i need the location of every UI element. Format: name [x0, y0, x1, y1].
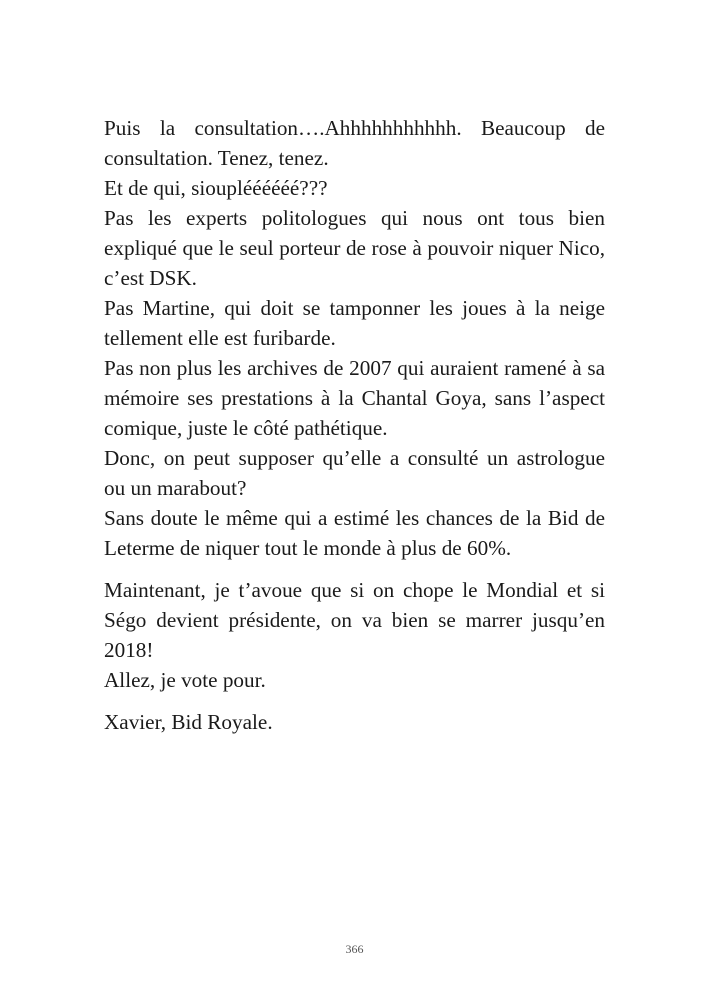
paragraph-leterme: Sans doute le même qui a estimé les chances de la Bid de Leterme de niquer tout le monde à plus de 60%.: [104, 506, 605, 560]
body-text: [104, 113, 605, 737]
paragraph-vote: Allez, je vote pour.: [104, 668, 266, 692]
signature: Xavier, Bid Royale.: [104, 710, 273, 734]
paragraph-martine: Pas Martine, qui doit se tamponner les joues à la neige tellement elle est furibarde.: [104, 296, 605, 350]
paragraph-mondial: Maintenant, je t’avoue que si on chope le Mondial et si Ségo devient présidente, on va bien se marrer jusqu’en 2018!: [104, 578, 605, 662]
paragraph-archives: Pas non plus les archives de 2007 qui auraient ramené à sa mémoire ses prestations à la Chantal Goya, sans l’aspect comique, juste le côté pathétique.: [104, 356, 605, 440]
paragraph-experts: Pas les experts politologues qui nous ont tous bien expliqué que le seul porteur de rose à pouvoir niquer Nico, c’est DSK.: [104, 206, 605, 290]
paragraph-consultation: Puis la consultation….Ahhhhhhhhhhh. Beaucoup de consultation. Tenez, tenez.: [104, 116, 605, 170]
paragraph-astrologue: Donc, on peut supposer qu’elle a consulté un astrologue ou un marabout?: [104, 446, 605, 500]
paragraph-de-qui: Et de qui, sioupléééééé???: [104, 176, 328, 200]
page-number: 366: [345, 942, 364, 956]
